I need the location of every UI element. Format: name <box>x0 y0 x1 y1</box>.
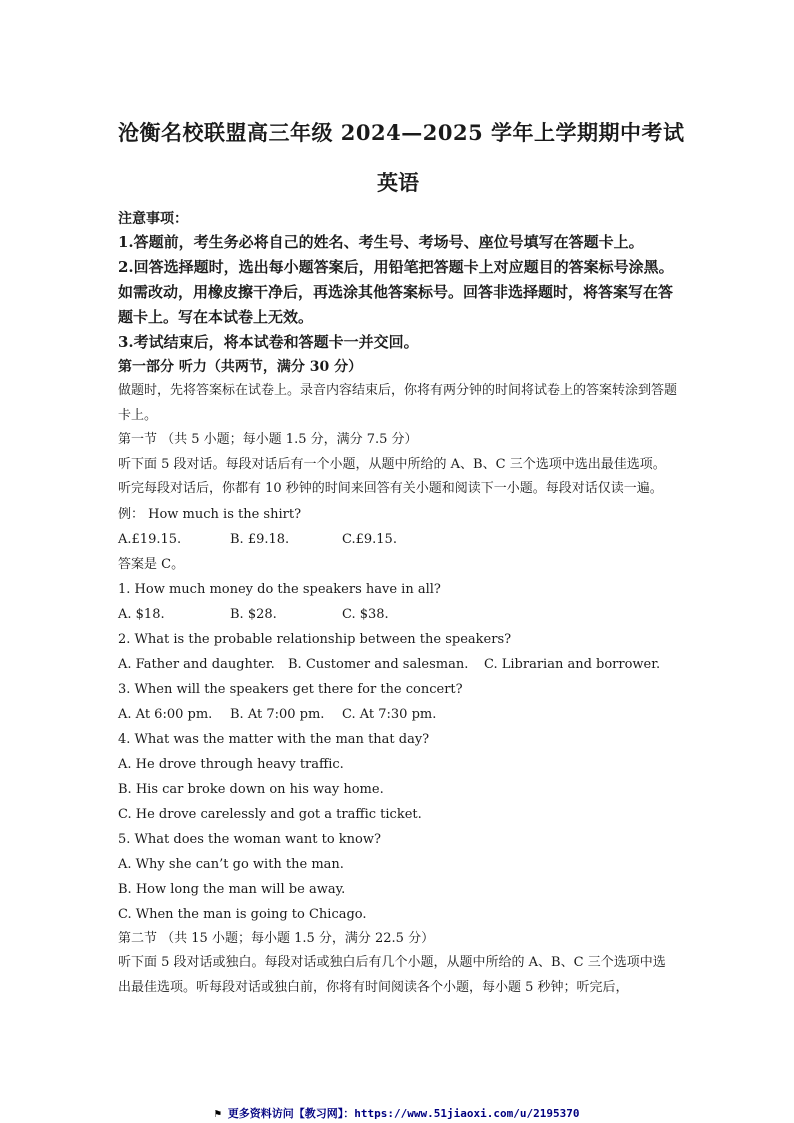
flag-icon: ⚑ <box>214 1107 222 1120</box>
example-option-b: B. £9.18. <box>230 531 290 547</box>
notes-heading: 注意事项： <box>118 211 188 227</box>
question-3-options <box>118 702 678 727</box>
example-options <box>118 527 678 552</box>
question-5: 5. What does the woman want to know? <box>118 831 381 847</box>
example-answer: 答案是 C。 <box>118 556 185 572</box>
question-4-option-b: B. His car broke down on his way home. <box>118 781 384 797</box>
question-3-option-a: A. At 6:00 pm. <box>118 706 213 722</box>
note-item-1: 1.答题前，考生务必将自己的姓名、考生号、考场号、座位号填写在答题卡上。 <box>118 233 644 251</box>
question-2: 2. What is the probable relationship between the speakers? <box>118 631 512 647</box>
question-4-option-c: C. He drove carelessly and got a traffic ticket. <box>118 806 422 822</box>
question-4: 4. What was the matter with the man that day? <box>118 731 430 747</box>
section1-title: 第一节 （共 5 小题；每小题 1.5 分，满分 7.5 分） <box>118 432 418 447</box>
question-1-option-c: C. $38. <box>342 606 389 622</box>
note-item-3: 3.考试结束后，将本试卷和答题卡一并交回。 <box>118 333 419 351</box>
question-2-option-a: A. Father and daughter. <box>118 656 275 672</box>
question-2-option-b: B. Customer and salesman. <box>288 656 469 672</box>
notes-section <box>118 208 678 355</box>
example-option-c: C.£9.15. <box>342 531 397 547</box>
footer-banner[interactable] <box>0 1105 794 1121</box>
part1-intro: 做题时，先将答案标在试卷上。录音内容结束后，你将有两分钟的时间将试卷上的答案转涂到答题卡上。 <box>118 383 678 423</box>
section2-title: 第二节 （共 15 小题；每小题 1.5 分，满分 22.5 分） <box>118 930 435 946</box>
question-1-option-b: B. $28. <box>230 606 277 622</box>
question-2-option-c: C. Librarian and borrower. <box>484 656 661 672</box>
question-1: 1. How much money do the speakers have in all? <box>118 581 441 597</box>
question-3-option-b: B. At 7:00 pm. <box>230 706 325 722</box>
subject-title: 英语 <box>377 170 419 195</box>
question-1-option-a: A. $18. <box>118 606 165 622</box>
question-1-options <box>118 602 678 627</box>
question-3-option-c: C. At 7:30 pm. <box>342 706 437 722</box>
question-5-option-b: B. How long the man will be away. <box>118 881 346 897</box>
section2-instructions: 听下面 5 段对话或独白。每段对话或独白后有几个小题，从题中所给的 A、B、C 三个选项中选出最佳选项。听每段对话或独白前，你将有时间阅读各个小题，每小题 5 秒钟；听完后， <box>118 955 666 995</box>
page-content <box>118 118 685 1000</box>
question-4-option-a: A. He drove through heavy traffic. <box>118 756 344 772</box>
example-question: 例： How much is the shirt? <box>118 506 302 522</box>
section1-instructions: 听下面 5 段对话。每段对话后有一个小题，从题中所给的 A、B、C 三个选项中选出最佳选项。听完每段对话后，你都有 10 秒钟的时间来回答有关小题和阅读下一小题。每段对话仅读一遍。 <box>118 456 666 496</box>
note-item-2: 2.回答选择题时，选出每小题答案后，用铅笔把答题卡上对应题目的答案标号涂黑。如需改动，用橡皮擦干净后，再选涂其他答案标号。回答非选择题时，将答案写在答题卡上。写在本试卷上无效。 <box>118 258 674 326</box>
part1-title: 第一部分 听力（共两节，满分 30 分） <box>118 359 363 375</box>
example-option-a: A.£19.15. <box>118 531 182 547</box>
question-5-option-a: A. Why she can’t go with the man. <box>118 856 344 872</box>
exam-title: 沧衡名校联盟高三年级 2024—2025 学年上学期期中考试 <box>118 120 685 145</box>
question-2-options <box>118 652 678 677</box>
footer-link[interactable]: 更多资料访问【教习网】：https://www.51jiaoxi.com/u/2195370 <box>227 1107 580 1120</box>
question-5-option-c: C. When the man is going to Chicago. <box>118 906 367 922</box>
question-3: 3. When will the speakers get there for the concert? <box>118 681 463 697</box>
